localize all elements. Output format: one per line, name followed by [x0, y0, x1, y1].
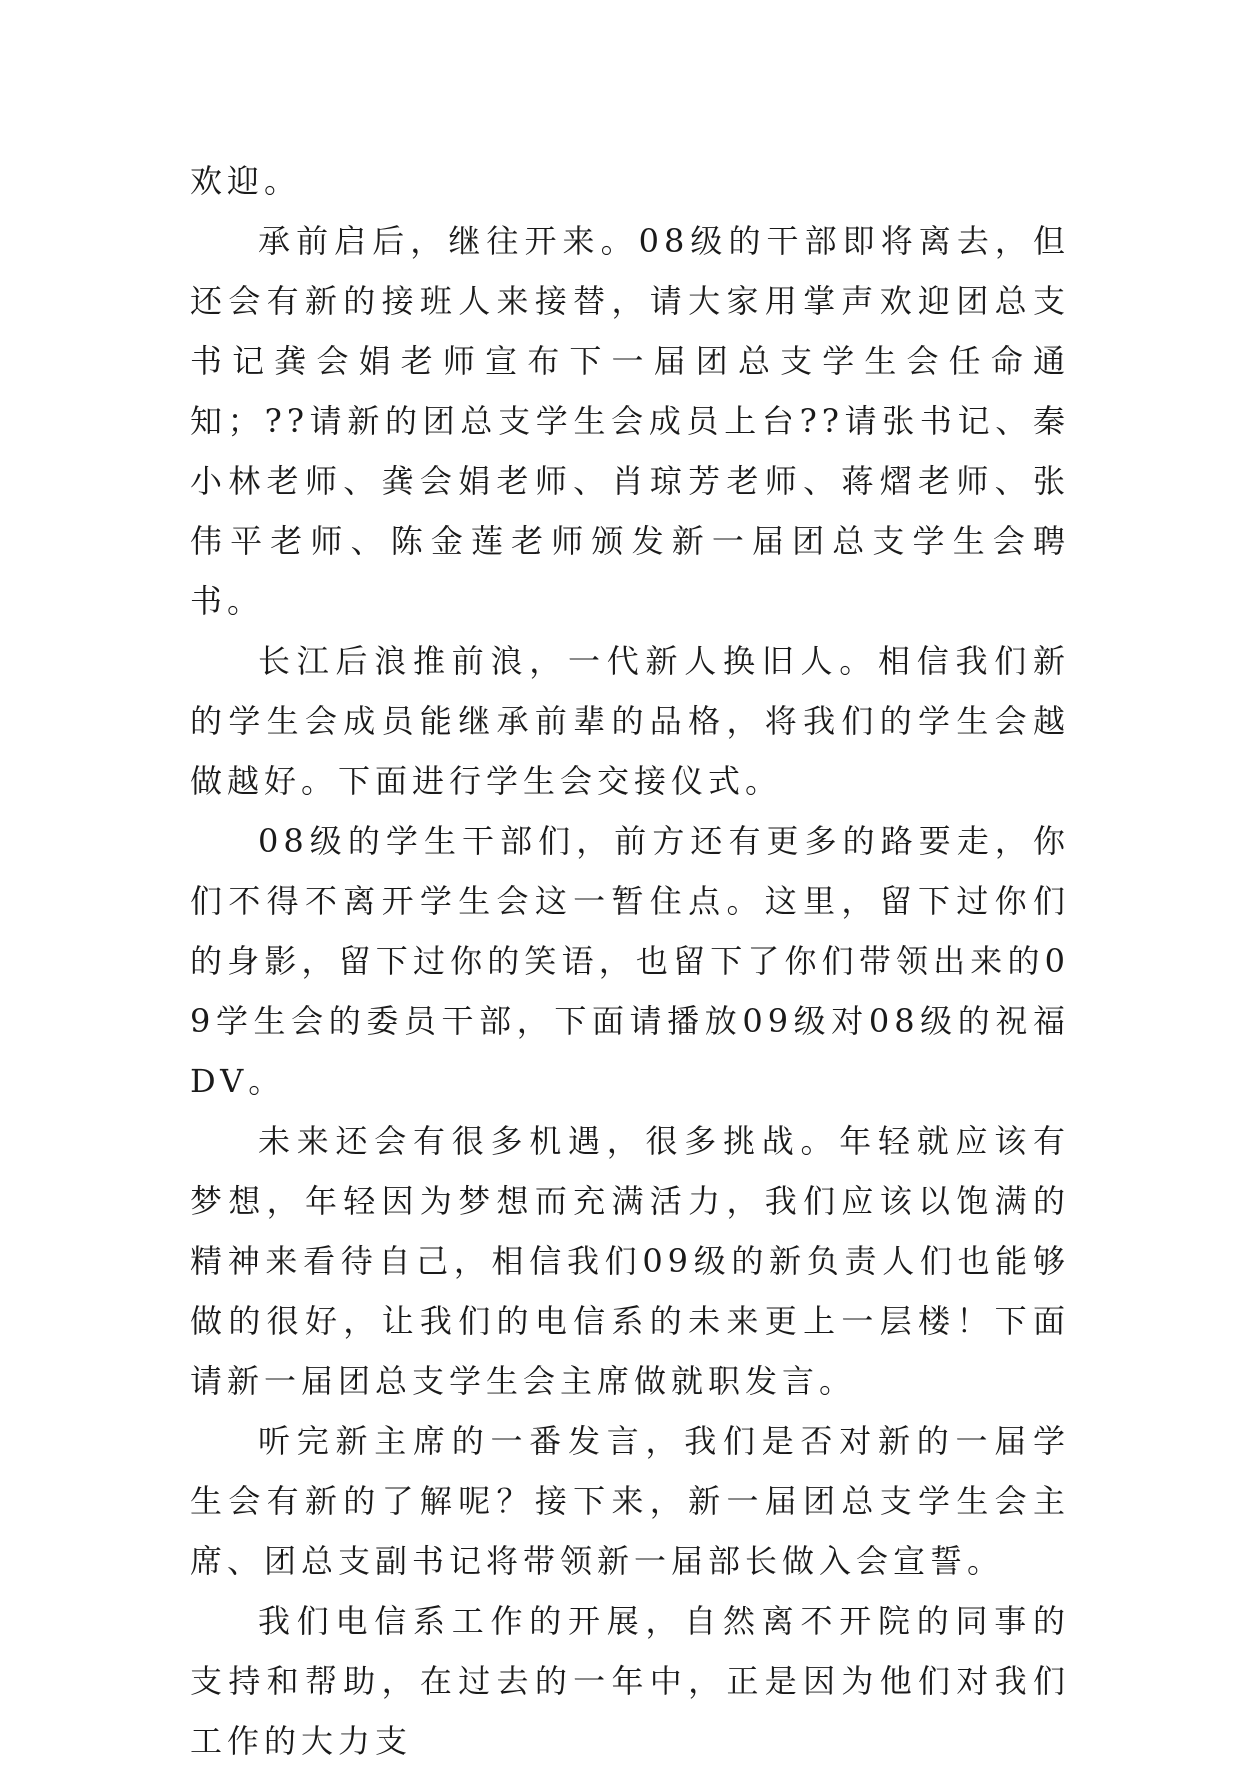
paragraph-succession: 承前启后，继往开来。08级的干部即将离去，但还会有新的接班人来接替，请大家用掌声欢迎团总支书记龚会娟老师宣布下一届团总支学生会任命通知；??请新的团总支学生会成员上台??请张书记、秦小林老师、龚会娟老师、肖琼芳老师、蒋熠老师、张伟平老师、陈金莲老师颁发新一届团总支学生会聘书。 [190, 222, 1070, 620]
document-page [190, 151, 1070, 1771]
paragraph-farewell: 08级的学生干部们，前方还有更多的路要走，你们不得不离开学生会这一暂住点。这里，留下过你们的身影，留下过你的笑语，也留下了你们带领出来的09学生会的委员干部，下面请播放09级对08级的祝福DV。 [190, 822, 1070, 1100]
paragraph-oath: 听完新主席的一番发言，我们是否对新的一届学生会有新的了解呢？接下来，新一届团总支学生会主席、团总支副书记将带领新一届部长做入会宣誓。 [190, 1422, 1070, 1580]
paragraph-continuation: 欢迎。 [190, 162, 302, 200]
paragraph-future: 未来还会有很多机遇，很多挑战。年轻就应该有梦想，年轻因为梦想而充满活力，我们应该以饱满的精神来看待自己，相信我们09级的新负责人们也能够做的很好，让我们的电信系的未来更上一层楼！下面请新一届团总支学生会主席做就职发言。 [190, 1122, 1070, 1400]
paragraph-handover: 长江后浪推前浪，一代新人换旧人。相信我们新的学生会成员能继承前辈的品格，将我们的学生会越做越好。下面进行学生会交接仪式。 [190, 642, 1070, 800]
paragraph-thanks: 我们电信系工作的开展，自然离不开院的同事的支持和帮助，在过去的一年中，正是因为他们对我们工作的大力支 [190, 1602, 1070, 1760]
